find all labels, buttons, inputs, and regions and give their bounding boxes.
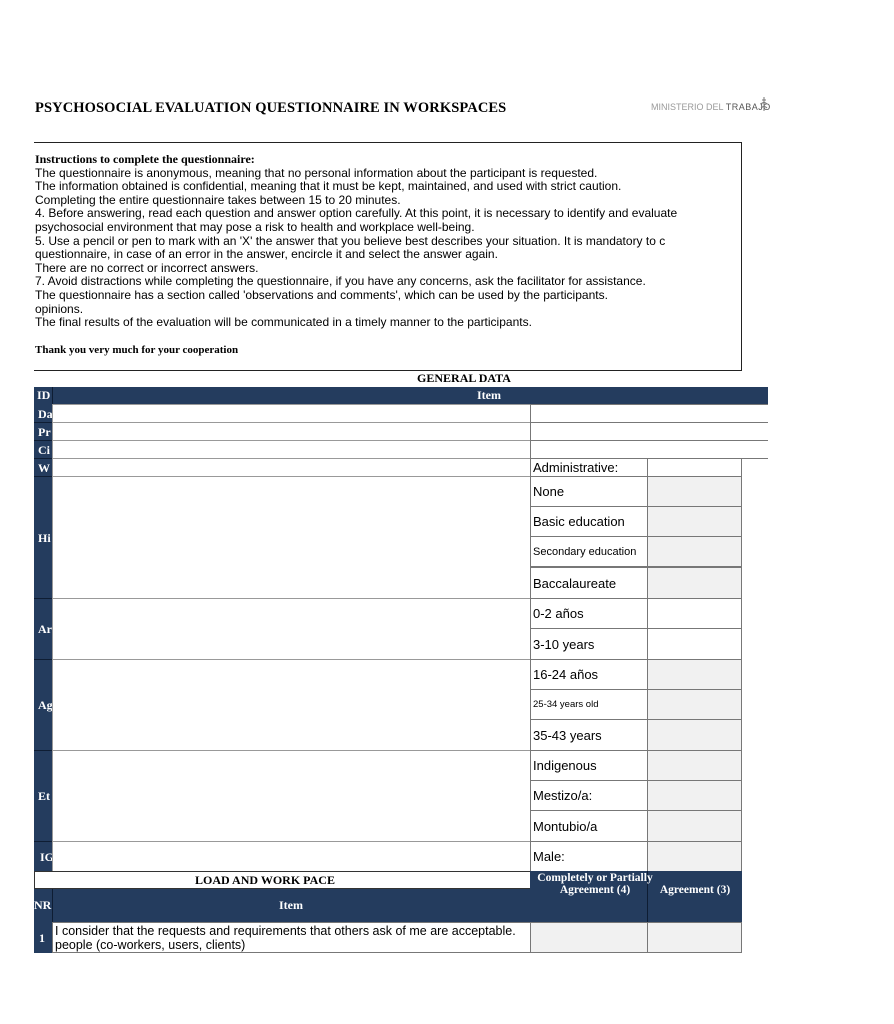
checkbox-education-secondary[interactable] (647, 536, 742, 567)
checkbox-age-25-34[interactable] (647, 689, 742, 720)
instruction-line: 7. Avoid distractions while completing the questionnaire, if you have any concerns, ask the facilitator for assistance. (35, 274, 646, 289)
instructions-top-border (34, 142, 742, 143)
checkbox-ethnicity-mestizo[interactable] (647, 780, 742, 811)
checkbox-education-baccalaureate[interactable] (647, 567, 742, 599)
option-education-none: None (530, 476, 648, 507)
checkbox-age-16-24[interactable] (647, 659, 742, 690)
option-administrative: Administrative: (530, 458, 648, 477)
checkbox-age-35-43[interactable] (647, 719, 742, 751)
city-field[interactable] (52, 440, 531, 459)
row-label-gender: IG (40, 850, 55, 864)
checkbox-area-3-10[interactable] (647, 628, 742, 660)
instruction-line: The questionnaire is anonymous, meaning that no personal information about the participant is requested. (35, 165, 598, 180)
gender-field (52, 841, 531, 872)
instruction-line: The questionnaire has a section called 'observations and comments', which can be used by the participants. (35, 287, 608, 302)
instruction-line: 5. Use a pencil or pen to mark with an 'X' the answer that you believe best describes your situation. It is mandatory to c (35, 233, 666, 248)
load-row-text-line1: I consider that the requests and requirements that others ask of me are acceptable. (55, 924, 516, 938)
load-section-title-cell (34, 871, 531, 889)
instruction-line: The final results of the evaluation will be communicated in a timely manner to the participants. (35, 315, 532, 330)
option-education-basic: Basic education (530, 506, 648, 537)
instructions-right-border (741, 142, 742, 371)
checkbox-area-0-2[interactable] (647, 598, 742, 629)
general-data-header-row (34, 387, 768, 404)
checkbox-education-none[interactable] (647, 476, 742, 507)
instruction-line: The information obtained is confidential, meaning that it must be kept, maintained, and used with strict caution. (35, 179, 622, 194)
option-gender-male: Male: (530, 841, 648, 872)
checkbox-row1-agreement-4[interactable] (530, 922, 648, 953)
load-item-column-header: Item (279, 898, 303, 912)
instructions-heading: Instructions to complete the questionnaire: (35, 152, 255, 166)
education-field (52, 476, 531, 599)
province-field[interactable] (52, 422, 531, 441)
checkbox-row1-agreement-3[interactable] (647, 922, 742, 953)
option-ethnicity-montubio: Montubio/a (530, 810, 648, 842)
row-label-ethnicity: Et (38, 789, 50, 803)
thanks-note: Thank you very much for your cooperation (35, 344, 239, 356)
ethnicity-field (52, 750, 531, 842)
instruction-line: There are no correct or incorrect answers. (35, 260, 259, 275)
option-ethnicity-mestizo: Mestizo/a: (530, 780, 648, 811)
id-column-header: ID (37, 388, 51, 402)
option-area-0-2: 0-2 años (530, 598, 648, 629)
option-education-secondary: Secondary education (530, 536, 648, 567)
column-header-agreement-3: Agreement (3) (659, 884, 731, 896)
instruction-line: 4. Before answering, read each question and answer option carefully. At this point, it is necessary to identify and evaluate (35, 206, 678, 221)
work-field[interactable] (52, 458, 531, 477)
checkbox-administrative[interactable] (647, 458, 742, 477)
date-field[interactable] (52, 404, 531, 423)
load-section-title: LOAD AND WORK PACE (195, 873, 335, 887)
column-header-agreement-4: Completely or Partially Agreement (4) (537, 872, 653, 896)
instructions-block (35, 153, 677, 330)
load-row-item (52, 922, 531, 953)
load-row-number: 1 (39, 931, 45, 945)
date-answer-box[interactable] (530, 404, 768, 423)
load-items-header-row (34, 889, 531, 922)
option-age-16-24: 16-24 años (530, 659, 648, 690)
row-label-city: Ci (38, 443, 50, 457)
instruction-line: opinions. (35, 301, 84, 316)
logo-text-bold: TRABAJO (725, 102, 771, 112)
option-education-baccalaureate: Baccalaureate (530, 567, 648, 599)
item-column-header: Item (477, 388, 501, 402)
row-label-province: Pr (38, 425, 51, 439)
area-field (52, 598, 531, 660)
checkbox-ethnicity-indigenous[interactable] (647, 750, 742, 781)
option-age-25-34: 25-34 years old (530, 689, 648, 720)
general-data-title: GENERAL DATA (417, 371, 511, 385)
option-area-3-10: 3-10 years (530, 628, 648, 660)
row-label-area: Ar (38, 622, 52, 636)
row-label-date: Da (38, 407, 53, 421)
ministry-emblem-icon (759, 96, 768, 112)
checkbox-ethnicity-montubio[interactable] (647, 810, 742, 842)
instruction-line: psychosocial environment that may pose a risk to health and workplace well-being. (35, 219, 475, 234)
city-answer-box[interactable] (530, 440, 768, 459)
instruction-line: Completing the entire questionnaire takes between 15 to 20 minutes. (35, 192, 401, 207)
nr-column-header: NR (34, 898, 52, 912)
age-field (52, 659, 531, 751)
load-row-text-line2: people (co-workers, users, clients) (55, 938, 246, 952)
ministry-logo (651, 102, 771, 112)
page-title: PSYCHOSOCIAL EVALUATION QUESTIONNAIRE IN WORKSPACES (35, 100, 507, 116)
row-label-age: Ag (38, 698, 53, 712)
option-age-35-43: 35-43 years (530, 719, 648, 751)
load-row-number-cell (34, 922, 52, 953)
checkbox-education-basic[interactable] (647, 506, 742, 537)
row-label-work: W (38, 461, 50, 475)
option-ethnicity-indigenous: Indigenous (530, 750, 648, 781)
logo-text-light: MINISTERIO DEL (651, 102, 724, 112)
row-label-education: Hi (38, 531, 51, 545)
instruction-line: questionnaire, in case of an error in the answer, encircle it and select the answer again. (35, 247, 498, 262)
province-answer-box[interactable] (530, 422, 768, 441)
checkbox-gender-male[interactable] (647, 841, 742, 872)
